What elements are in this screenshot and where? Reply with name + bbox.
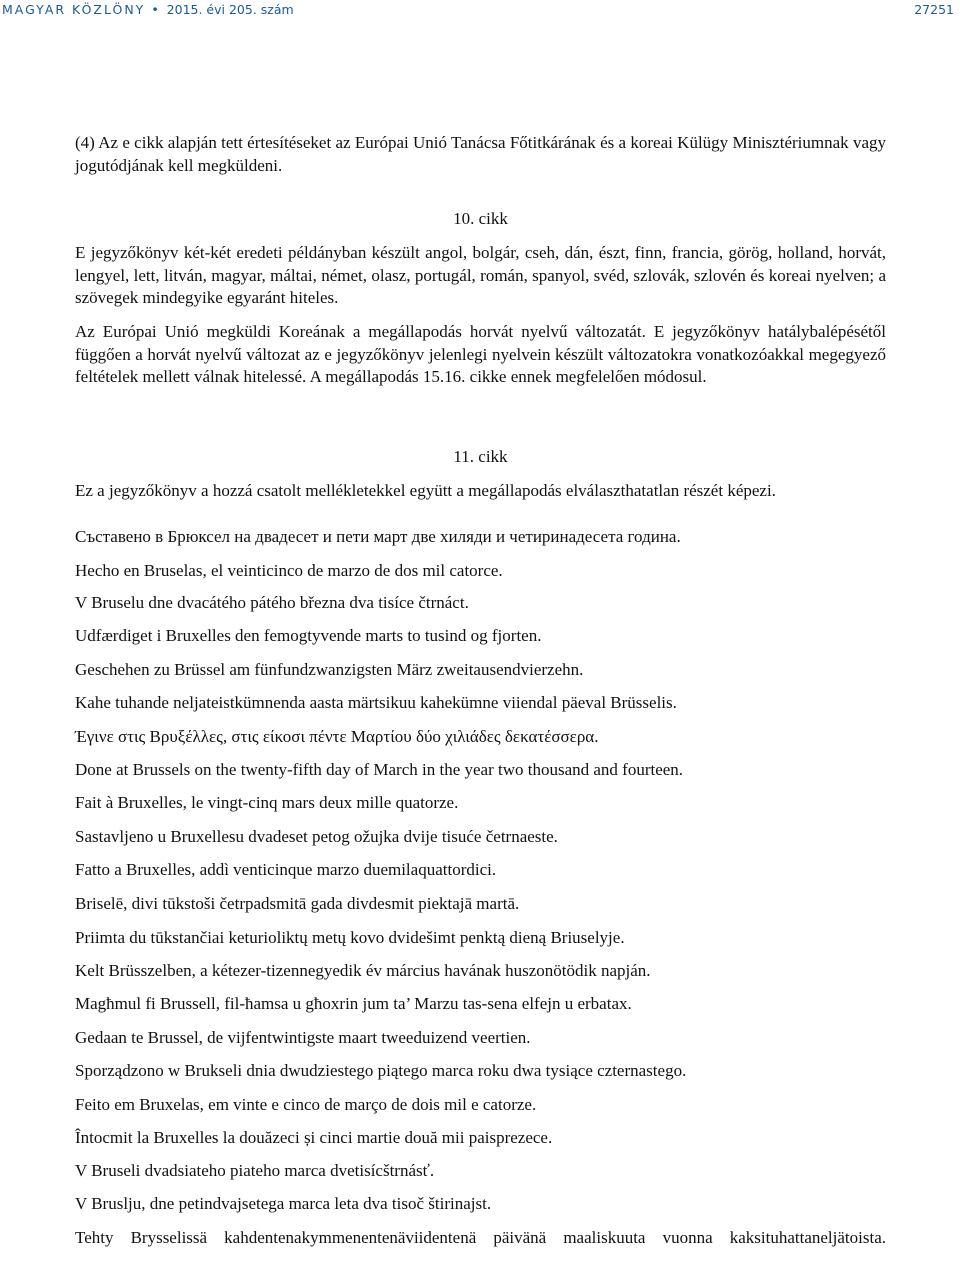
page-number: 27251 — [914, 2, 954, 17]
journal-title: MAGYAR KÖZLÖNY — [2, 2, 146, 17]
signature-line: Fatto a Bruxelles, addì venticinque marzo duemilaquattordici. — [75, 860, 497, 879]
signature-line: Briselē, divi tūkstoši četrpadsmitā gada divdesmit piektajā martā. — [75, 894, 520, 913]
article-10-paragraph-2: Az Európai Unió megküldi Koreának a megállapodás horvát nyelvű változatát. E jegyzőkönyv hatálybalépésétől függően a horvát nyelvű változat az e jegyzőkönyv jelenlegi nyelvein készült változatokra vonatkozóakkal megegyező feltételek mellett válnak hitelessé. A megállapodás 15.16. cikke ennek megfelelően módosul. — [75, 322, 886, 386]
journal-header — [2, 0, 294, 20]
signature-line — [75, 1227, 886, 1250]
signature-line: V Bruseli dvadsiateho piateho marca dvetisícštrnásť. — [75, 1161, 435, 1180]
signature-line: Magħmul fi Brussell, fil-ħamsa u għoxrin jum ta’ Marzu tas-sena elfejn u erbatax. — [75, 994, 632, 1013]
signature-line: Sporządzono w Brukseli dnia dwudziestego piątego marca roku dwa tysiące czternastego. — [75, 1061, 687, 1080]
article-10-heading: 10. cikk — [453, 209, 508, 228]
signature-line: Kelt Brüsszelben, a kétezer-tizennegyedik év március havának huszonötödik napján. — [75, 961, 651, 980]
signature-line: V Bruslju, dne petindvajsetega marca leta dva tisoč štirinajst. — [75, 1194, 492, 1213]
header-bullet: • — [151, 2, 161, 17]
signature-line: Gedaan te Brussel, de vijfentwintigste maart tweeduizend veertien. — [75, 1028, 531, 1047]
issue-number: 2015. évi 205. szám — [166, 2, 294, 17]
signature-line: Fait à Bruxelles, le vingt-cinq mars deux mille quatorze. — [75, 793, 459, 812]
paragraph-4: (4) Az e cikk alapján tett értesítéseket az Európai Unió Tanácsa Főtitkárának és a koreai Külügy Minisztériumnak vagy jogutódjának kell megküldeni. — [75, 133, 886, 175]
signature-line: Udfærdiget i Bruxelles den femogtyvende marts to tusind og fjorten. — [75, 626, 542, 645]
article-10-paragraph-1: E jegyzőkönyv két-két eredeti példányban készült angol, bolgár, cseh, dán, észt, finn, francia, görög, holland, horvát, lengyel, lett, litván, magyar, máltai, német, olasz, portugál, román, spanyol, svéd, szlovák, szlovén és koreai nyelven; a szövegek mindegyike egyaránt hiteles. — [75, 243, 886, 307]
signature-line: Съставено в Брюксел на двадесет и пети март две хиляди и четиринадесета година. — [75, 527, 681, 546]
signature-line: Geschehen zu Brüssel am fünfundzwanzigsten März zweitausendvierzehn. — [75, 660, 584, 679]
signature-line: Feito em Bruxelas, em vinte e cinco de março de dois mil e catorze. — [75, 1095, 537, 1114]
page-header — [0, 0, 960, 20]
signature-line: Kahe tuhande neljateistkümnenda aasta märtsikuu kahekümne viiendal päeval Brüsselis. — [75, 693, 677, 712]
signature-line: Hecho en Bruselas, el veinticinco de marzo de dos mil catorce. — [75, 561, 503, 580]
article-11-heading: 11. cikk — [453, 447, 508, 466]
signature-line: V Bruselu dne dvacátého pátého března dva tisíce čtrnáct. — [75, 593, 469, 612]
article-11-paragraph-1: Ez a jegyzőkönyv a hozzá csatolt mellékletekkel együtt a megállapodás elválaszthatatlan részét képezi. — [75, 481, 776, 500]
signature-line: Έγινε στις Βρυξέλλες, στις είκοσι πέντε Μαρτίου δύο χιλιάδες δεκατέσσερα. — [75, 727, 599, 746]
signature-line: Întocmit la Bruxelles la douăzeci și cinci martie două mii paisprezece. — [75, 1128, 553, 1147]
signature-line: Done at Brussels on the twenty-fifth day of March in the year two thousand and fourteen. — [75, 760, 684, 779]
signature-line: Priimta du tūkstančiai keturioliktų metų kovo dvidešimt penktą dieną Briuselyje. — [75, 928, 625, 947]
signature-line: Sastavljeno u Bruxellesu dvadeset petog ožujka dvije tisuće četrnaeste. — [75, 827, 558, 846]
signature-line-text: Tehty Brysselissä kahdentenakymmenentenäviidentenä päivänä maaliskuuta vuonna kaksituhattaneljätoista. — [75, 1228, 886, 1247]
